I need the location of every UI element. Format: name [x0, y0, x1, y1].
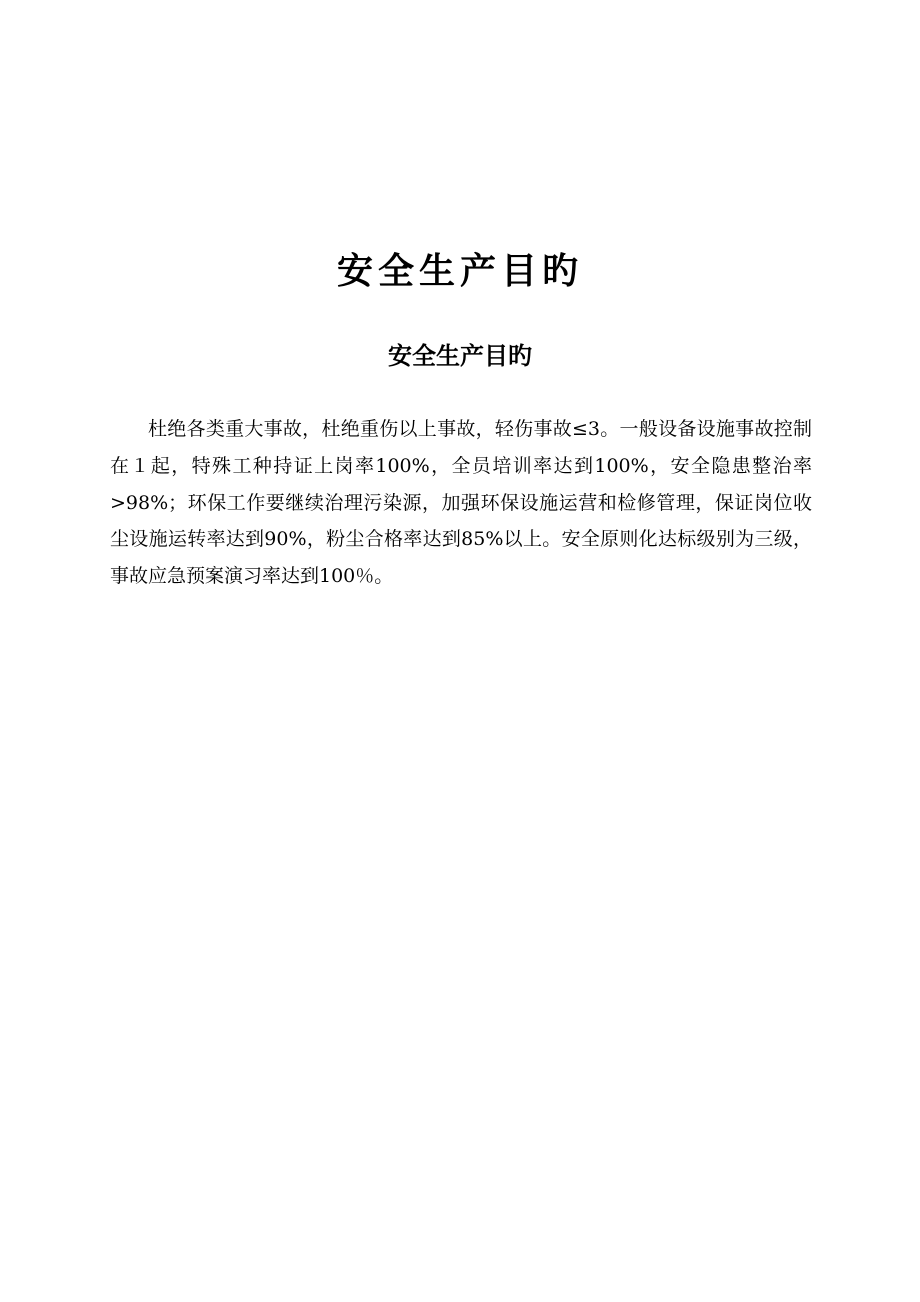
document-subtitle: 安全生产目旳 [388, 342, 532, 370]
body-paragraph: 杜绝各类重大事故，杜绝重伤以上事故，轻伤事故≤3。一般设备设施事故控制在１起，特殊工种持证上岗率100%，全员培训率达到100%，安全隐患整治率>98%；环保工作要继续治理污染源，加强环保设施运营和检修管理，保证岗位收尘设施运转率达到90%，粉尘合格率达到85%以上。安全原则化达标级别为三级，事故应急预案演习率达到100％。 [110, 418, 812, 588]
document-title: 安全生产目旳 [336, 251, 583, 292]
